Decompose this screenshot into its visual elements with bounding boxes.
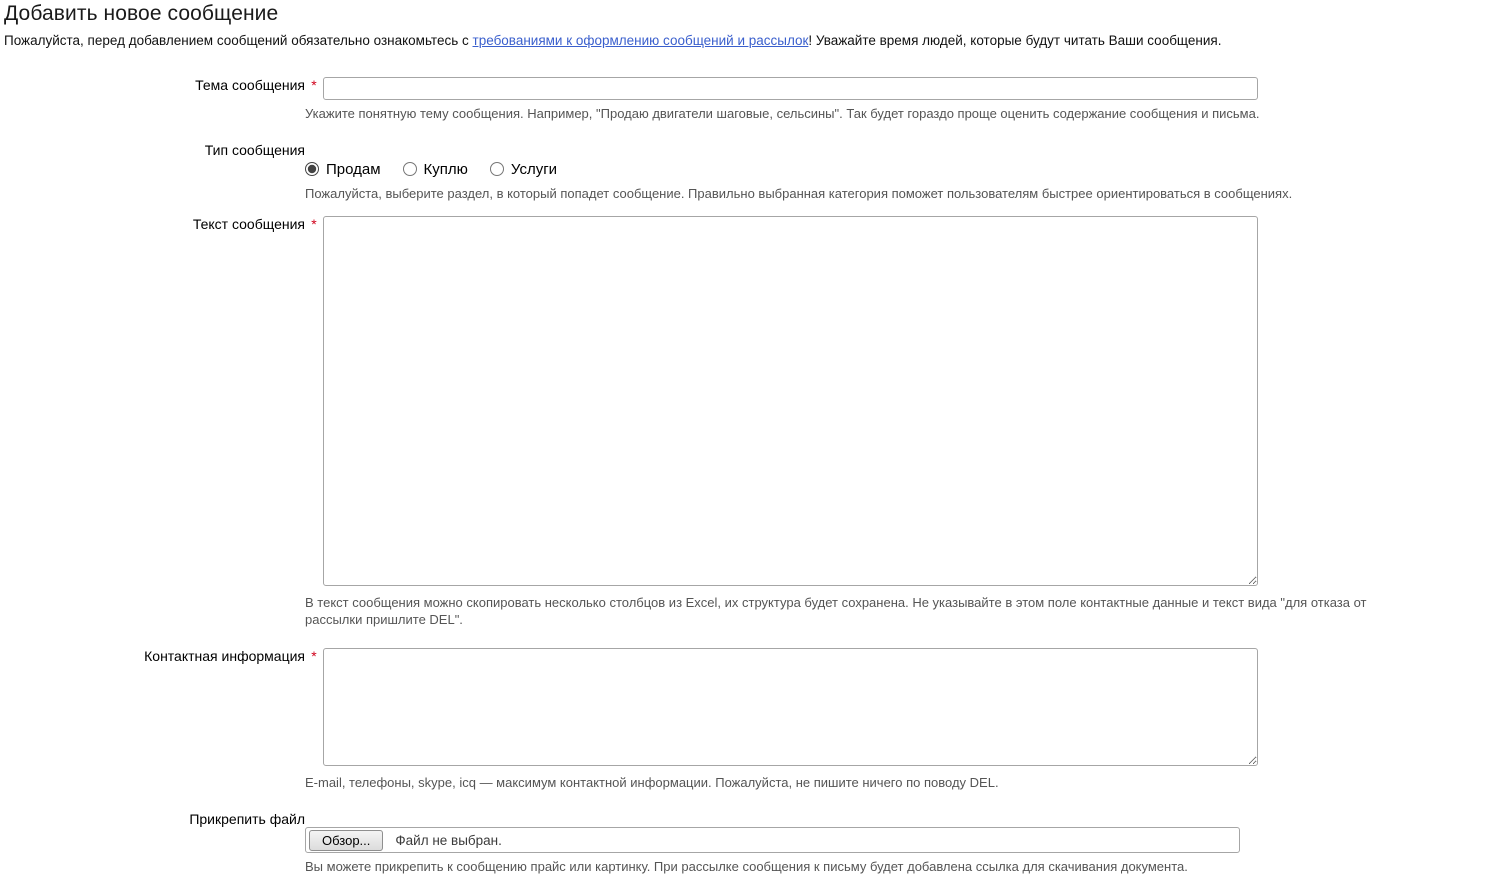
- body-label: Текст сообщения: [192, 216, 305, 232]
- type-required-marker: [305, 142, 323, 158]
- radio-option-sell[interactable]: [305, 161, 381, 178]
- subject-field-col: [305, 77, 1495, 122]
- field-row-attachment: [0, 811, 1495, 875]
- subject-required-marker: *: [311, 77, 317, 93]
- contacts-textarea[interactable]: [323, 648, 1258, 766]
- contacts-label: Контактная информация: [144, 648, 305, 664]
- body-field-col: [305, 216, 1495, 628]
- subject-hint: Укажите понятную тему сообщения. Например, "Продаю двигатели шаговые, сельсины". Так будет гораздо проще оценить содержание сообщения и письма.: [305, 106, 1260, 121]
- radio-label-buy[interactable]: Куплю: [423, 160, 468, 178]
- attachment-required-marker: [305, 811, 323, 827]
- attachment-label: Прикрепить файл: [189, 811, 305, 827]
- body-textarea[interactable]: [323, 216, 1258, 586]
- subject-label: Тема сообщения: [195, 77, 305, 93]
- radio-input-services[interactable]: [490, 162, 504, 176]
- guidelines-link[interactable]: требованиями к оформлению сообщений и рассылок: [472, 33, 809, 48]
- field-row-subject: [0, 77, 1495, 122]
- attachment-field-col: [305, 811, 1495, 875]
- body-hint: В текст сообщения можно скопировать несколько столбцов из Excel, их структура будет сохранена. Не указывайте в этом поле контактные данные и текст вида "для отказа от рассылки пришлите DEL".: [305, 595, 1367, 627]
- field-row-contacts: [0, 648, 1495, 791]
- radio-option-services[interactable]: [490, 161, 557, 178]
- browse-button[interactable]: Обзор...: [309, 830, 383, 851]
- intro-text-before: Пожалуйста, перед добавлением сообщений обязательно ознакомьтесь с: [4, 33, 473, 48]
- contacts-field-col: [305, 648, 1495, 791]
- page-title: Добавить новое сообщение: [4, 2, 279, 25]
- intro-text-after: ! Уважайте время людей, которые будут читать Ваши сообщения.: [808, 33, 1222, 48]
- file-upload-control[interactable]: [305, 827, 1240, 853]
- subject-input[interactable]: [323, 77, 1258, 100]
- type-field-col: [305, 142, 1495, 202]
- field-row-type: [0, 142, 1495, 202]
- radio-label-services[interactable]: Услуги: [510, 160, 558, 178]
- message-type-radio-group: [305, 158, 1495, 180]
- add-message-form: [0, 77, 1495, 875]
- intro-text: [0, 28, 1495, 49]
- file-status-text: Файл не выбран.: [395, 832, 502, 848]
- type-hint: Пожалуйста, выберите раздел, в который попадет сообщение. Правильно выбранная категория поможет пользователям быстрее ориентироваться в сообщениях.: [305, 186, 1293, 201]
- body-required-marker: *: [311, 216, 317, 232]
- radio-option-buy[interactable]: [403, 161, 468, 178]
- attachment-hint: Вы можете прикрепить к сообщению прайс или картинку. При рассылке сообщения к письму будет добавлена ссылка для скачивания документа.: [305, 859, 1188, 874]
- radio-input-sell[interactable]: [305, 162, 319, 176]
- radio-input-buy[interactable]: [403, 162, 417, 176]
- contacts-required-marker: *: [311, 648, 317, 664]
- radio-label-sell[interactable]: Продам: [326, 160, 381, 178]
- field-row-body: [0, 216, 1495, 628]
- contacts-hint: E-mail, телефоны, skype, icq — максимум контактной информации. Пожалуйста, не пишите ничего по поводу DEL.: [305, 775, 999, 790]
- type-label: Тип сообщения: [204, 142, 305, 158]
